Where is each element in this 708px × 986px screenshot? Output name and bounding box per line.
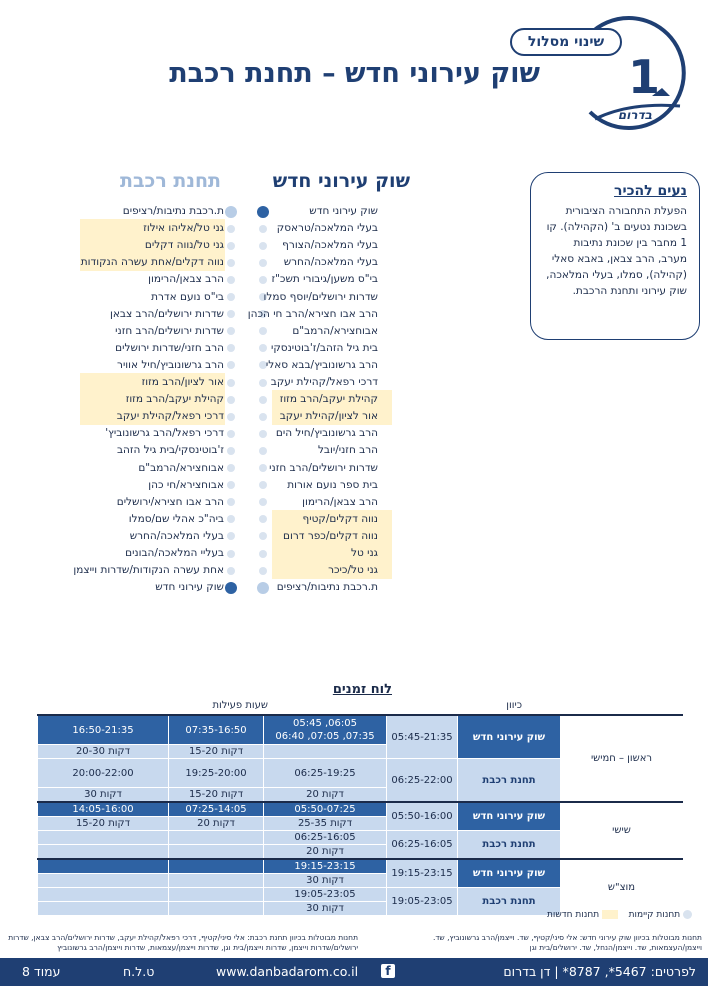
timetable-cell: 16:50-21:35 <box>38 715 169 745</box>
timetable-direction-cell: תחנת רכבת <box>458 888 561 916</box>
left-stop-name: שדרות ירושלים/הרב צבאן <box>110 307 224 320</box>
left-stop-name: בי"ס נועם אדרת <box>151 290 224 303</box>
timetable-day-cell: שישי <box>561 802 683 859</box>
right-stop-name: דרכי רפאל/קהילת יעקב <box>270 376 378 388</box>
right-stop-name: בי"ס משען/גיבורי תשכ"ז <box>271 273 378 286</box>
timetable-cell: 06:25-19:25 <box>264 759 387 788</box>
info-box-title: נעים להכיר <box>614 183 687 199</box>
timetable-row <box>38 715 683 745</box>
left-stop-dot <box>227 276 235 284</box>
timetable-span-cell: 19:15-23:15 <box>387 859 458 888</box>
timetable-cell: 07:25-14:05 <box>169 802 264 817</box>
right-stop-name: בעלי המלאכה/טראסק <box>276 222 378 235</box>
right-stop-name: הרב אבו חצירא/הרב חי הכהן <box>247 307 378 320</box>
left-stop-dot <box>225 206 237 218</box>
timetable-cell: 19:15-23:15 <box>264 859 387 874</box>
facebook-icon[interactable]: f <box>381 964 395 978</box>
legend-new-label: תחנות חדשות <box>546 910 600 920</box>
right-stop-name: בעלי המלאכה/החרש <box>283 256 378 269</box>
timetable-span-cell: 05:45-21:35 <box>387 715 458 759</box>
timetable-title: לוח זמנים <box>332 682 392 697</box>
direction-header-train: תחנת רכבת <box>119 170 221 192</box>
legend <box>0 910 708 926</box>
timetable-span-cell: 06:25-22:00 <box>387 759 458 803</box>
right-stop-name: בית ספר נועם אורות <box>287 478 378 491</box>
legend-existing-dot <box>683 910 692 919</box>
left-stop-dot <box>227 413 235 421</box>
left-stop-dot <box>227 515 235 523</box>
info-box-body: הפעלת התחבורה הציבורית בשכונת נטעים ב' (הקהילה). קו 1 מחבר בין שכונת נתיבות מערב, הרב צבאן, באבא סאלי (קהילה), סמלו, בעלי המלאכה, שוק עירוני ותחנת הרכבת. <box>546 205 687 297</box>
left-stop-dot <box>227 550 235 558</box>
timetable-cell: 07:35-16:50 <box>169 715 264 745</box>
timetable-cell: 25-35 דקות <box>264 817 387 831</box>
left-stop-name: הרב אבו חצירא/ירושלים <box>116 495 224 508</box>
timetable-direction-cell: שוק עירוני חדש <box>458 859 561 888</box>
info-box <box>530 172 700 340</box>
timetable-cell: 15-20 דקות <box>169 788 264 803</box>
left-stop-dot <box>227 430 235 438</box>
left-stop-dot <box>227 225 235 233</box>
left-stop-dot <box>227 361 235 369</box>
line-number: 1 <box>627 50 660 104</box>
left-stop-name: גני טל/נווה דקלים <box>144 239 224 252</box>
timetable-cell: 20:00-22:00 <box>38 759 169 788</box>
footer-tlh: ט.ל.ח <box>123 964 155 979</box>
footnote-canceled-to-train: תחנות מבוטלות בכיוון תחנת רכבת: אלי סיני/קטיף, דרכי רפאל/קהילת יעקב, שדרות ירושלים/הרב צבאן, שדרות ירושלים/שדרות וייצמן, שדרות וייצמן/בית וגן, שדרות וייצמן/עצמאות, שדרות וייצמן/הרב גרשונוביץ <box>8 933 358 952</box>
left-stop-name: דרכי רפאל/הרב גרשונוביץ' <box>105 427 224 440</box>
timetable-cell: 30 דקות <box>264 902 387 916</box>
footer-website-link[interactable]: www.danbadarom.co.il <box>216 964 359 979</box>
timetable-cell <box>38 874 169 888</box>
right-stop-name: אור לציון/קהילת יעקב <box>279 410 378 423</box>
timetable-cell: 06:25-16:05 <box>264 831 387 845</box>
legend-new <box>547 910 618 920</box>
left-stop-dot <box>227 396 235 404</box>
timetable-cell: 15-20 דקות <box>169 745 264 759</box>
timetable-direction-cell: שוק עירוני חדש <box>458 715 561 759</box>
left-stop-name: קהילת יעקב/הרב מזוז <box>125 393 224 406</box>
left-stop-dot <box>227 310 235 318</box>
left-stop-name: אחת עשרה הנקודות/שדרות וייצמן <box>73 564 224 577</box>
timetable-span-cell: 05:50-16:00 <box>387 802 458 831</box>
left-stop-name: אבוחצירא/הרמב"ם <box>138 461 224 474</box>
right-stop-name: הרב צבאן/הרימון <box>302 495 378 508</box>
left-stop-name: ת.רכבת נתיבות/רציפים <box>122 205 224 217</box>
left-stop-dot <box>227 259 235 267</box>
timetable-cell: 05:50-07:25 <box>264 802 387 817</box>
timetable-span-cell: 19:05-23:05 <box>387 888 458 916</box>
left-stop-dot <box>227 498 235 506</box>
timetable-cell <box>264 745 387 759</box>
timetable-cell: 30 דקות <box>264 874 387 888</box>
timetable-cell: 15-20 דקות <box>38 817 169 831</box>
timetable-day-cell: מוצ"ש <box>561 859 683 916</box>
footer-bar <box>0 958 708 986</box>
timetable-hours-label: שעות פעילות <box>212 700 268 711</box>
left-stop-name: דרכי רפאל/קהילת יעקב <box>116 410 224 423</box>
left-stop-dot <box>227 327 235 335</box>
timetable-direction-label: כיוון <box>506 700 522 711</box>
left-stop-dot <box>227 481 235 489</box>
timetable-cell <box>38 845 169 860</box>
timetable-cell: 20 דקות <box>264 845 387 860</box>
footer-page-number: עמוד 8 <box>22 964 61 979</box>
right-stop-name: הרב חזני/יובל <box>317 444 378 457</box>
legend-new-swatch <box>602 910 618 919</box>
left-stop-name: ז'בוטינסקי/בית גיל הזהב <box>116 444 224 457</box>
timetable-cell <box>169 845 264 860</box>
left-stop-dot <box>227 379 235 387</box>
left-stop-dot <box>227 532 235 540</box>
page-title: שוק עירוני חדש – תחנת רכבת <box>169 58 540 89</box>
timetable-direction-cell: תחנת רכבת <box>458 831 561 860</box>
direction-header-market: שוק עירוני חדש <box>272 170 410 192</box>
timetable-span-cell: 06:25-16:05 <box>387 831 458 860</box>
timetable-cell: 20 דקות <box>169 817 264 831</box>
left-stop-name: הרב גרשונוביץ/חיל אוויר <box>117 358 224 371</box>
footnote-canceled-to-market: תחנות מבוטלות בכיוון שוק עירוני חדש: אלי סיני/קטיף, שד. וייצמן/הרב גרשונוביץ, שד. וייצמן/העצמאות, שד. וייצמן/הנחל, שד. ירושלים/בית וגן <box>432 933 702 952</box>
operator-logo: בדרום <box>617 108 652 122</box>
left-stop-name: הרב צבאן/הרימון <box>148 273 224 286</box>
right-stop-name: אבוחצירא/הרמב"ם <box>292 324 378 337</box>
left-stop-name: ביה"כ אהלי שם/סמלו <box>128 512 224 525</box>
timetable-cell <box>169 888 264 902</box>
right-stop-name: נווה דקלים/קטיף <box>302 512 378 525</box>
right-stop-name: שדרות ירושלים/יוסף סמלו <box>263 290 378 303</box>
left-stop-dot <box>227 344 235 352</box>
timetable-direction-cell: שוק עירוני חדש <box>458 802 561 831</box>
left-stop-name: אבוחצירא/חי כהן <box>148 478 224 491</box>
timetable-cell: 19:05-23:05 <box>264 888 387 902</box>
left-stop-name: אור לציון/הרב מזוז <box>141 376 224 388</box>
right-stop-name: בעלי המלאכה/הצורף <box>282 239 378 252</box>
left-stop-name: שדרות ירושלים/הרב חזני <box>115 324 224 337</box>
timetable-cell: 14:05-16:00 <box>38 802 169 817</box>
timetable-cell <box>169 874 264 888</box>
right-stop-name: גני טל/כיכר <box>328 564 378 577</box>
left-stop-name: הרב חזני/שדרות ירושלים <box>115 341 224 354</box>
right-stop-name: ת.רכבת נתיבות/רציפים <box>276 581 378 594</box>
timetable-cell <box>169 859 264 874</box>
timetable-cell: 05:45 ,06:05 06:40 ,07:05 ,07:35 <box>264 715 387 745</box>
timetable-direction-cell: תחנת רכבת <box>458 759 561 803</box>
legend-existing-label: תחנות קיימות <box>628 910 681 920</box>
left-stop-dot <box>225 582 237 594</box>
footer-contact: לפרטים: 5467*, 8787* | דן בדרום <box>503 964 696 979</box>
left-stop-dot <box>227 293 235 301</box>
timetable-day-cell: ראשון – חמישי <box>561 715 683 802</box>
right-stop-name: גני טל <box>351 547 378 559</box>
left-stop-dot <box>227 447 235 455</box>
right-stop-name: שוק עירוני חדש <box>309 205 378 217</box>
timetable-row <box>38 859 683 874</box>
legend-existing <box>629 910 692 920</box>
left-stop-dot <box>227 242 235 250</box>
right-stop-name: הרב גרשונוביץ/בבא סאלי <box>265 358 378 371</box>
timetable-cell <box>38 859 169 874</box>
timetable-cell: 20-30 דקות <box>38 745 169 759</box>
left-stop-dot <box>227 567 235 575</box>
timetable-cell: 20 דקות <box>264 788 387 803</box>
left-stop-dot <box>227 464 235 472</box>
left-stop-name: בעלי המלאכה/החרש <box>129 529 224 542</box>
timetable-cell: 30 דקות <box>38 788 169 803</box>
timetable-row <box>38 802 683 817</box>
right-stop-name: בית גיל הזהב/ז'בוטינסקי <box>270 341 378 354</box>
timetable-cell <box>169 831 264 845</box>
right-stop-name: הרב גרשונוביץ/חיל הים <box>275 427 378 440</box>
timetable-cell <box>38 888 169 902</box>
right-stop-name: קהילת יעקב/הרב מזוז <box>279 393 378 406</box>
right-stop-name: נווה דקלים/כפר דרום <box>283 529 378 542</box>
timetable <box>37 714 683 916</box>
left-stop-name: בעליי המלאכה/הבונים <box>125 547 224 559</box>
right-stop-name: שדרות ירושלים/הרב חזני <box>269 461 378 474</box>
left-stop-name: גני טל/אליהו אילוז <box>143 222 224 235</box>
left-stop-name: נווה דקלים/אחת עשרה הנקודות <box>80 256 224 269</box>
timetable-cell <box>38 831 169 845</box>
timetable-cell: 19:25-20:00 <box>169 759 264 788</box>
left-stop-name: שוק עירוני חדש <box>155 581 224 594</box>
route-change-badge: שינוי מסלול <box>510 28 622 56</box>
